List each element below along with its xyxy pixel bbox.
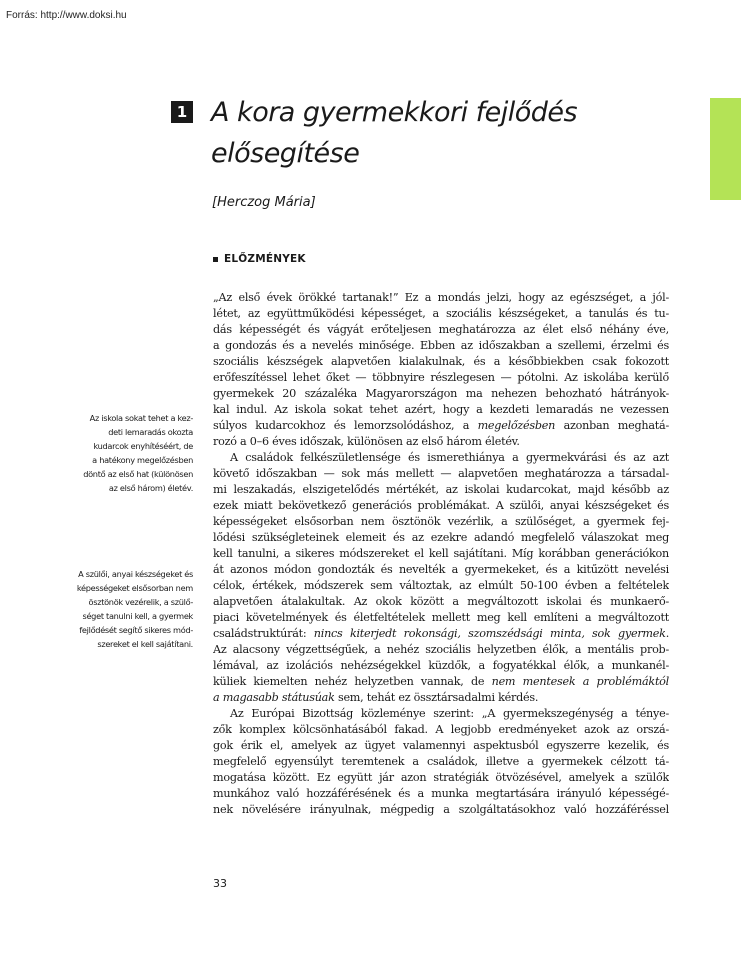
body-text-run: át azonos módon gondozták és nevelték a gyermekeket, és a kitűzött nevelési	[213, 563, 669, 576]
chapter-author: [Herczog Mária]	[212, 195, 316, 210]
body-text-run: piaci követelmények és életfeltételek mellett meg kell említeni a megváltozott	[213, 611, 669, 624]
body-line	[213, 530, 669, 546]
body-text-run: súlyos kudarcokhoz és lemorzsolódáshoz, a	[213, 419, 478, 432]
margin-note-line: ösztönök vezérelik, a szülő-	[88, 597, 193, 607]
chapter-title	[211, 92, 681, 174]
body-line	[213, 578, 669, 594]
body-text-run: alapvetően átalakultak. Az okok között a megváltozott iskolai és munkaerő-	[213, 595, 669, 608]
body-text-run: Az alacsony végzettségűek, a nehéz szociális helyzetben élők, a mentális prob-	[213, 643, 669, 656]
body-line	[213, 706, 669, 722]
body-line	[213, 674, 669, 690]
body-line	[213, 306, 669, 322]
chapter-title-line: elősegítése	[211, 138, 360, 169]
body-line	[213, 386, 669, 402]
body-text-run: lémával, az izolációs nehézségekkel küzdők, a fogyatékkal élők, a munkanél-	[213, 659, 669, 672]
body-text-run: munkához való hozzáférésének és a munka megtartására irányuló képességé-	[213, 787, 669, 800]
body-line	[213, 722, 669, 738]
body-text-run: képességeket elsősorban nem ösztönök vezérlik, a szülőséget, a gyermek fej-	[213, 515, 669, 528]
body-text-run: mogatása között. Ez együtt jár azon stratégiák ötvözésével, amelyek a szülők	[213, 771, 669, 784]
body-line	[213, 562, 669, 578]
body-text-run: mi leszakadás, elszigetelődés mértékét, az iskolai kudarcokat, majd később az	[213, 483, 669, 496]
body-line	[213, 498, 669, 514]
body-line	[213, 786, 669, 802]
margin-note-line: szereket el kell sajátítani.	[97, 639, 193, 649]
body-text-run: kal indul. Az iskola sokat tehet azért, hogy a kezdeti lemaradás ne vezessen	[213, 403, 669, 416]
body-line	[213, 626, 669, 642]
body-text-run: követő időszakban — sok más mellett — alapvetően meghatározza a társadal-	[213, 467, 669, 480]
section-heading	[213, 253, 306, 265]
body-line	[213, 690, 669, 706]
body-line	[213, 770, 669, 786]
body-text-run: ezek miatt bekövetkező generációs problémákat. A szülői, anyai készségeket és	[213, 499, 669, 512]
body-line	[213, 466, 669, 482]
margin-note	[68, 567, 193, 651]
body-line	[213, 370, 669, 386]
margin-note	[68, 411, 193, 495]
body-line	[213, 802, 669, 818]
body-text-run: erőfeszítéssel lehet őket — többnyire részlegesen — pótolni. Az iskolába kerülő	[213, 371, 669, 384]
body-text-run: szociális készségek alapvetően kialakulnak, és a későbbiekben csak fokozott	[213, 355, 669, 368]
chapter-number-badge: 1	[171, 101, 193, 123]
margin-note-line: A szülői, anyai készségeket és	[78, 569, 193, 579]
margin-note-line: fejlődését segítő sikeres mód-	[79, 625, 193, 635]
body-line	[213, 322, 669, 338]
body-line	[213, 450, 669, 466]
body-line	[213, 290, 669, 306]
body-text-run: azonban meghatá-	[555, 419, 669, 432]
body-line	[213, 482, 669, 498]
margin-note-line: Az iskola sokat tehet a kez-	[89, 413, 193, 423]
emphasis-text: nincs kiterjedt rokonsági, szomszédsági minta, sok gyermek	[313, 627, 666, 640]
square-bullet-icon	[213, 257, 218, 262]
body-line	[213, 418, 669, 434]
body-line	[213, 354, 669, 370]
body-text-run: megfelelő egyensúlyt teremtenek a családok, illetve a gyermekek célzott tá-	[213, 755, 669, 768]
body-line	[213, 434, 669, 450]
body-text-run: küliek kiemelten nehéz helyzetben vannak, de	[213, 675, 492, 688]
body-text-run: lődési szükségleteinek elemeit és az ezekre adandó megfelelő válaszokat meg	[213, 531, 669, 544]
page-number: 33	[213, 877, 227, 890]
emphasis-text: a magasabb státusúak	[213, 691, 335, 704]
emphasis-text: megelőzésben	[477, 419, 556, 432]
margin-note-line: döntő az első hat (különösen	[83, 469, 193, 479]
body-text-run: sem, tehát ez össztársadalmi kérdés.	[334, 691, 539, 704]
body-text-run: kell tanulni, a sikeres módszereket el kell sajátítani. Míg korábban generációkon	[213, 547, 669, 560]
body-line	[213, 754, 669, 770]
body-text-run: gyermekek 20 százaléka Magyarországon ma nehezen behozható hátrányok-	[213, 387, 669, 400]
body-text-run: „Az első évek örökké tartanak!” Ez a mondás jelzi, hogy az egészséget, a jól-	[213, 291, 669, 304]
body-text-run: zők komplex kölcsönhatásából fakad. A legjobb eredményeket azok az orszá-	[213, 723, 669, 736]
body-text-run: gok érik el, amelyek az ügyet valamennyi aspektusból egyszerre kezelik, és	[213, 739, 669, 752]
body-line	[213, 642, 669, 658]
body-line	[213, 658, 669, 674]
margin-note-line: séget tanulni kell, a gyermek	[82, 611, 193, 621]
margin-note-line: az első három) életév.	[108, 483, 193, 493]
body-text-run: rozó a 0–6 éves időszak, különösen az első három életév.	[213, 435, 520, 448]
body-text-run: Az Európai Bizottság közleménye szerint: „A gyermekszegénység a ténye-	[230, 707, 669, 720]
source-url: Forrás: http://www.doksi.hu	[6, 10, 127, 21]
chapter-tab-marker	[710, 98, 741, 200]
body-text-run: családstruktúrát:	[213, 627, 314, 640]
body-text-run: dás képességét és vágyát erőteljesen meghatározza az élet első néhány éve,	[213, 323, 669, 336]
body-line	[213, 594, 669, 610]
body-text-run: nek növelésére irányulnak, mégpedig a szolgáltatásokhoz való hozzáféréssel	[213, 803, 669, 816]
body-text-run: a gondozás és a nevelés minősége. Ebben az időszakban a szellemi, érzelmi és	[213, 339, 669, 352]
body-text	[213, 290, 669, 818]
body-text-run: A családok felkészületlensége és ismerethiánya a gyermekvárási és az azt	[230, 451, 669, 464]
emphasis-text: nem mentesek a problémáktól	[491, 675, 669, 688]
body-text-run: célok, értékek, módszerek sem változtak, az elmúlt 50-100 évben a feltételek	[213, 579, 669, 592]
margin-note-line: képességeket elsősorban nem	[76, 583, 193, 593]
section-heading-text: ELŐZMÉNYEK	[224, 253, 306, 265]
body-text-run: .	[665, 627, 669, 640]
body-line	[213, 402, 669, 418]
body-text-run: létet, az együttműködési képességet, a szociális készségeket, a tanulás és tu-	[213, 307, 669, 320]
body-line	[213, 338, 669, 354]
body-line	[213, 610, 669, 626]
body-line	[213, 546, 669, 562]
margin-note-line: kudarcok enyhítéséért, de	[93, 441, 193, 451]
margin-note-line: deti lemaradás okozta	[108, 427, 193, 437]
chapter-title-line: A kora gyermekkori fejlődés	[211, 97, 578, 128]
body-line	[213, 514, 669, 530]
body-line	[213, 738, 669, 754]
margin-note-line: a hatékony megelőzésben	[92, 455, 193, 465]
